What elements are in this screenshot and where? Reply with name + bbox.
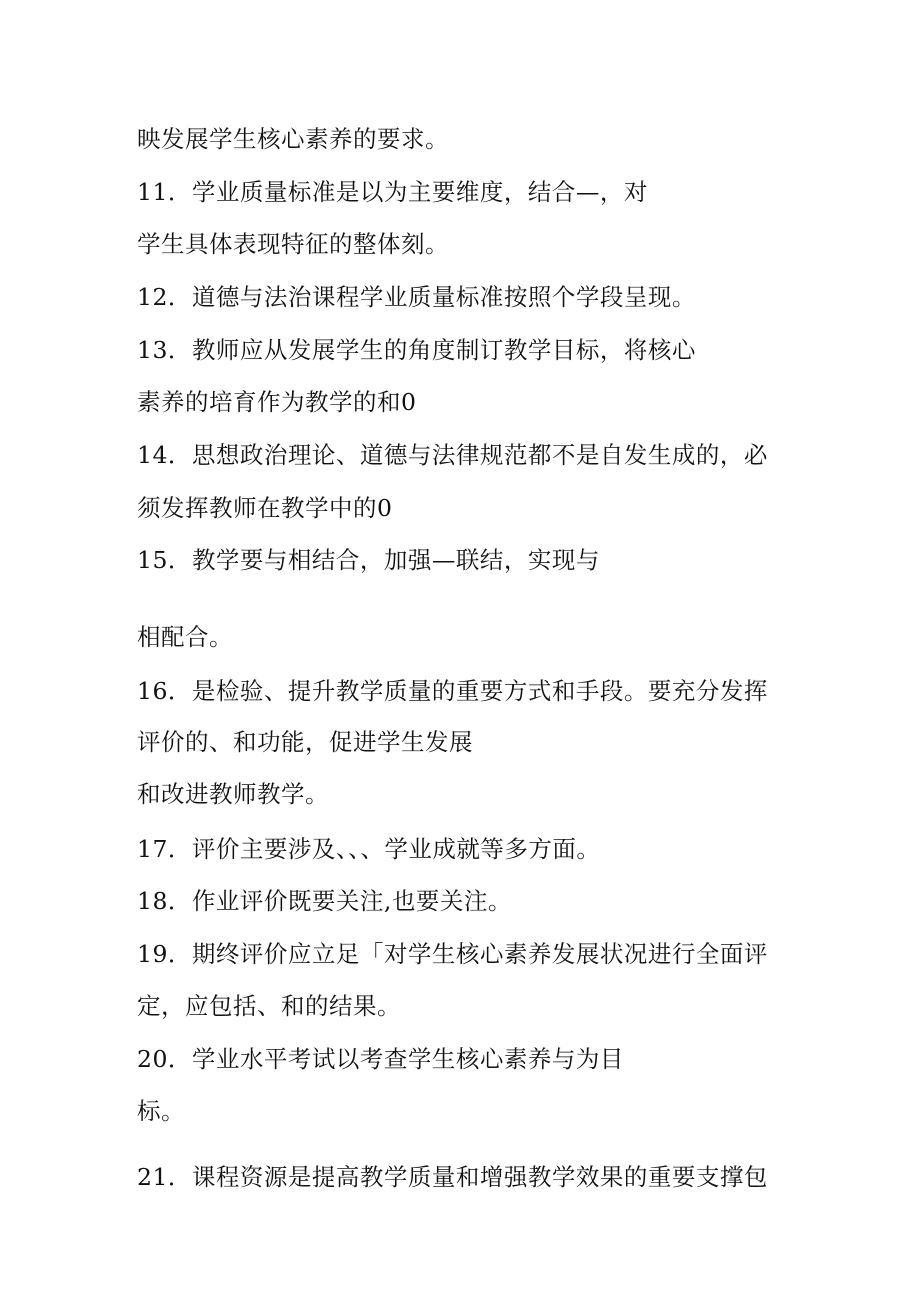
question-14: 14．思想政治理论、道德与法律规范都不是自发生成的，必 (137, 441, 768, 469)
question-16: 16．是检验、提升教学质量的重要方式和手段。要充分发挥 (137, 677, 768, 705)
text-line: 定，应包括、和的结果。 (137, 992, 401, 1020)
text-line: 须发挥教师在教学中的0 (137, 494, 393, 522)
question-12: 12．道德与法治课程学业质量标准按照个学段呈现。 (137, 283, 696, 311)
question-21: 21．课程资源是提高教学质量和增强教学效果的重要支撑包 (137, 1163, 768, 1191)
question-19: 19．期终评价应立足「对学生核心素养发展状况进行全面评 (137, 940, 768, 968)
question-17: 17．评价主要涉及、、、学业成就等多方面。 (137, 835, 601, 863)
text-line: 评价的、和功能，促进学生发展 (137, 728, 473, 756)
question-11: 11．学业质量标准是以为主要维度，结合—，对 (137, 178, 648, 206)
text-line: 标。 (137, 1097, 185, 1125)
text-line: 学生具体表现特征的整体刻。 (137, 230, 449, 258)
text-line: 素养的培育作为教学的和0 (137, 388, 417, 416)
text-line: 相配合。 (137, 623, 233, 651)
question-20: 20．学业水平考试以考查学生核心素养与为目 (137, 1045, 624, 1073)
question-18: 18．作业评价既要关注,也要关注。 (137, 887, 512, 915)
text-line: 和改进教师教学。 (137, 780, 329, 808)
text-line: 映发展学生核心素养的要求。 (137, 125, 449, 153)
question-15: 15．教学要与相结合，加强—联结，实现与 (137, 546, 600, 574)
question-13: 13．教师应从发展学生的角度制订教学目标，将核心 (137, 336, 696, 364)
